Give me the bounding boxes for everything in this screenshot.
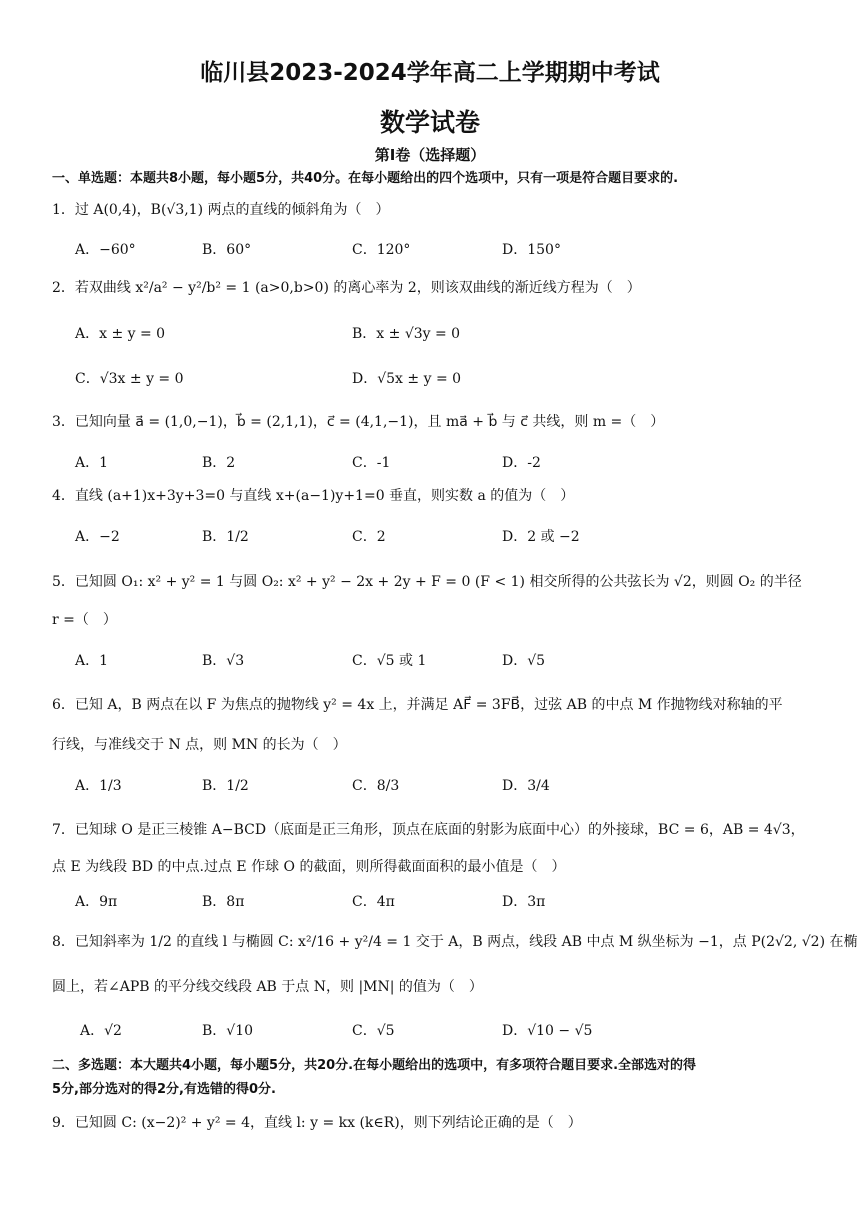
question-7-stem-line2: 点 E 为线段 BD 的中点.过点 E 作球 O 的截面，则所得截面面积的最小值是（ ） [52, 859, 566, 875]
q6-option-a: A．1/3 [75, 778, 122, 794]
q3-option-d: D．-2 [502, 455, 541, 471]
q4-option-a: A．−2 [75, 529, 120, 545]
q8-option-c: C．√5 [352, 1023, 395, 1039]
q3-option-c: C．-1 [352, 455, 391, 471]
q6-option-d: D．3/4 [502, 778, 550, 794]
q4-option-d: D．2 或 −2 [502, 529, 580, 545]
part-title: 第Ⅰ卷（选择题） [374, 146, 486, 164]
subject-title: 数学试卷 [379, 108, 480, 137]
q3-option-b: B．2 [202, 455, 236, 471]
q2-option-c: C．√3x ± y = 0 [75, 371, 184, 387]
q1-option-c: C．120° [352, 242, 411, 258]
question-9-stem: 9．已知圆 C: (x−2)² + y² = 4，直线 l: y = kx (k∈R)，则下列结论正确的是（ ） [52, 1115, 582, 1131]
q7-option-c: C．4π [352, 894, 395, 910]
exam-title: 临川县2023-2024学年高二上学期期中考试 [200, 60, 660, 86]
q2-option-b: B．x ± √3y = 0 [352, 326, 461, 342]
q5-option-a: A．1 [75, 653, 109, 669]
q7-option-a: A．9π [75, 894, 118, 910]
section1-heading: 一、单选题：本题共8小题，每小题5分，共40分。在每小题给出的四个选项中，只有一项是符合题目要求的. [52, 171, 679, 186]
q4-option-c: C．2 [352, 529, 386, 545]
question-2-stem: 2．若双曲线 x²/a² − y²/b² = 1 (a>0,b>0) 的离心率为 2，则该双曲线的渐近线方程为（ ） [52, 280, 641, 296]
q5-option-b: B．√3 [202, 653, 245, 669]
q5-option-d: D．√5 [502, 653, 546, 669]
q7-option-b: B．8π [202, 894, 245, 910]
q6-option-b: B．1/2 [202, 778, 249, 794]
section2-heading-line2: 5分,部分选对的得2分,有选错的得0分. [52, 1082, 276, 1097]
question-4-stem: 4．直线 (a+1)x+3y+3=0 与直线 x+(a−1)y+1=0 垂直，则实数 a 的值为（ ） [52, 488, 575, 504]
question-5-stem-line2: r =（ ） [52, 612, 117, 628]
question-3-stem: 3．已知向量 a⃗ = (1,0,−1)，b⃗ = (2,1,1)，c⃗ = (4,1,−1)，且 ma⃗ + b⃗ 与 c⃗ 共线，则 m =（ ） [52, 414, 665, 430]
q3-option-a: A．1 [75, 455, 109, 471]
q2-option-a: A．x ± y = 0 [75, 326, 166, 342]
q1-option-a: A．−60° [75, 242, 136, 258]
question-6-stem-line1: 6．已知 A，B 两点在以 F 为焦点的抛物线 y² = 4x 上，并满足 AF⃗ = 3FB⃗，过弦 AB 的中点 M 作抛物线对称轴的平 [52, 697, 783, 713]
q6-option-c: C．8/3 [352, 778, 400, 794]
question-6-stem-line2: 行线，与准线交于 N 点，则 MN 的长为（ ） [52, 737, 347, 753]
section2-heading-line1: 二、多选题：本大题共4小题，每小题5分，共20分.在每小题给出的选项中，有多项符合题目要求.全部选对的得 [52, 1058, 697, 1073]
q8-option-a: A．√2 [80, 1023, 122, 1039]
question-8-stem-line1: 8．已知斜率为 1/2 的直线 l 与椭圆 C: x²/16 + y²/4 = 1 交于 A，B 两点，线段 AB 中点 M 纵坐标为 −1，点 P(2√2, √2) 在椭 [52, 934, 858, 950]
q1-option-b: B．60° [202, 242, 252, 258]
question-1-stem: 1．过 A(0,4)，B(√3,1) 两点的直线的倾斜角为（ ） [52, 202, 390, 218]
q8-option-d: D．√10 − √5 [502, 1023, 593, 1039]
q8-option-b: B．√10 [202, 1023, 254, 1039]
question-7-stem-line1: 7．已知球 O 是正三棱锥 A−BCD（底面是正三角形，顶点在底面的射影为底面中心）的外接球，BC = 6，AB = 4√3， [52, 822, 805, 838]
q4-option-b: B．1/2 [202, 529, 249, 545]
q1-option-d: D．150° [502, 242, 561, 258]
question-5-stem-line1: 5．已知圆 O₁: x² + y² = 1 与圆 O₂: x² + y² − 2x + 2y + F = 0 (F < 1) 相交所得的公共弦长为 √2，则圆 O₂ 的半径 [52, 574, 802, 590]
q5-option-c: C．√5 或 1 [352, 653, 427, 669]
question-8-stem-line2: 圆上，若∠APB 的平分线交线段 AB 于点 N，则 |MN| 的值为（ ） [52, 979, 483, 995]
q7-option-d: D．3π [502, 894, 546, 910]
q2-option-d: D．√5x ± y = 0 [352, 371, 462, 387]
